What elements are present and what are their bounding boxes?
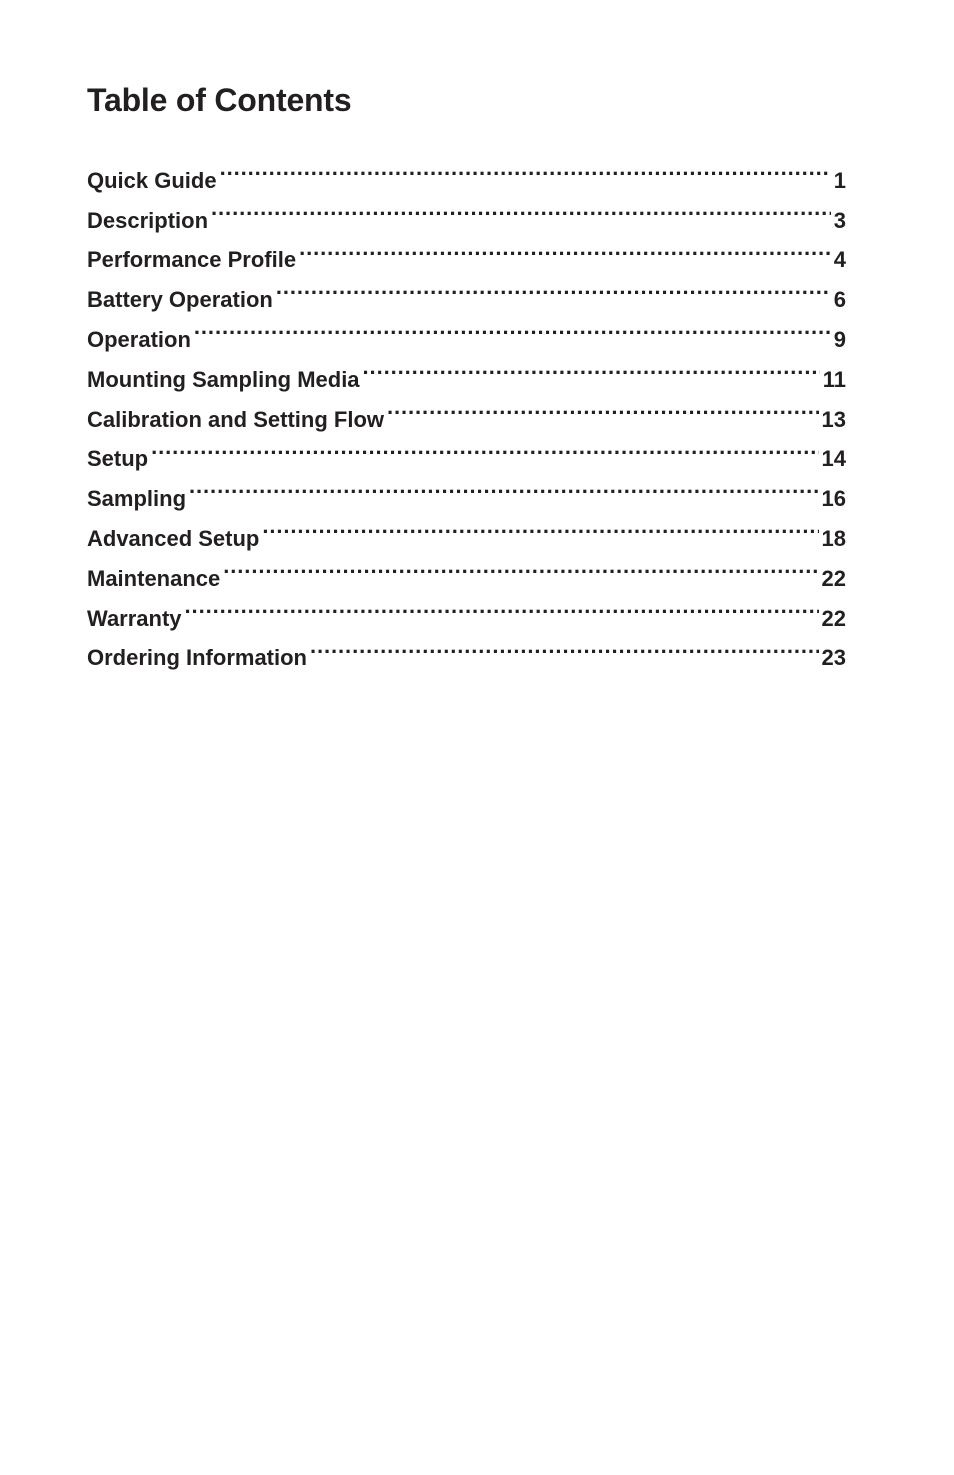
toc-entry-page: 16 <box>821 486 846 512</box>
toc-entry-label: Mounting Sampling Media <box>87 366 360 392</box>
toc-entry-page: 9 <box>833 326 846 352</box>
toc-dot-leader <box>276 267 831 307</box>
toc-entry-advanced-setup[interactable] <box>87 506 846 551</box>
toc-dot-leader <box>310 626 819 666</box>
toc-dot-leader <box>151 427 818 467</box>
toc-entry-page: 22 <box>821 565 846 591</box>
toc-dot-leader <box>262 506 818 546</box>
toc-entry-label: Performance Profile <box>87 247 297 273</box>
document-page <box>87 78 846 671</box>
toc-dot-leader <box>211 188 831 228</box>
toc-entry-page: 13 <box>821 406 846 432</box>
toc-entry-label: Maintenance <box>87 565 221 591</box>
toc-entry-quick-guide[interactable] <box>87 148 846 193</box>
toc-entry-warranty[interactable] <box>87 586 846 631</box>
toc-entry-mounting-sampling-media[interactable] <box>87 347 846 392</box>
toc-dot-leader <box>299 228 831 268</box>
toc-entry-page: 23 <box>821 645 846 671</box>
toc-entry-page: 4 <box>833 247 846 273</box>
toc-entry-label: Operation <box>87 326 191 352</box>
toc-entry-ordering-information[interactable] <box>87 626 846 671</box>
page-title: Table of Contents <box>87 82 352 118</box>
toc-entry-page: 6 <box>833 287 846 313</box>
toc-entry-sampling[interactable] <box>87 466 846 512</box>
toc-entry-operation[interactable] <box>87 307 846 352</box>
toc-entry-page: 11 <box>822 366 846 392</box>
toc-dot-leader <box>194 307 831 347</box>
toc-entry-label: Description <box>87 207 209 233</box>
toc-dot-leader <box>223 546 818 586</box>
toc-dot-leader <box>363 347 820 387</box>
toc-entry-label: Ordering Information <box>87 645 307 671</box>
toc-entry-label: Battery Operation <box>87 287 273 313</box>
toc-entry-page: 22 <box>821 605 846 631</box>
toc-dot-leader <box>387 387 819 427</box>
toc-entry-page: 14 <box>821 446 846 472</box>
toc-entry-label: Sampling <box>87 486 187 512</box>
toc-entry-page: 3 <box>833 207 846 233</box>
toc-entry-setup[interactable] <box>87 427 846 472</box>
toc-entry-label: Calibration and Setting Flow <box>87 406 384 432</box>
toc-entry-page: 18 <box>821 525 846 551</box>
toc-entry-label: Warranty <box>87 605 182 631</box>
toc-entry-page: 1 <box>833 167 846 193</box>
toc-entry-label: Quick Guide <box>87 167 217 193</box>
toc-dot-leader <box>220 148 831 188</box>
toc-list <box>87 148 846 671</box>
toc-dot-leader <box>185 586 819 626</box>
toc-entry-label: Advanced Setup <box>87 525 260 551</box>
toc-entry-label: Setup <box>87 446 149 472</box>
toc-dot-leader <box>189 466 819 506</box>
